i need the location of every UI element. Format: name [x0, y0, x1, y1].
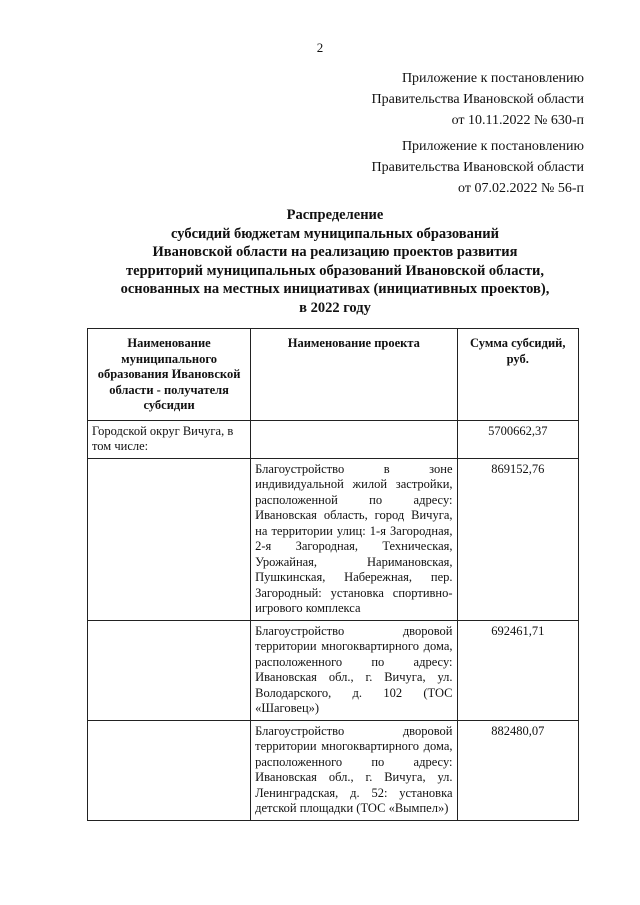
header-project: Наименование проекта: [251, 329, 457, 421]
appendix-date-line: от 07.02.2022 № 56-п: [458, 181, 584, 196]
title-line: основанных на местных инициативах (инициативных проектов),: [120, 281, 550, 297]
cell-project: Благоустройство дворовой территории многоквартирного дома, расположенного по адресу: Ивановская обл., г. Вичуга, ул. Володарского, д. 102 (ТОС «Шаговец»): [251, 620, 457, 720]
appendix-note-original: [372, 136, 584, 199]
cell-sum: 692461,71: [457, 620, 578, 720]
header-municipality: Наименование муниципального образования Ивановской области - получателя субсидии: [88, 329, 251, 421]
table-header-row: [88, 329, 579, 421]
table-row: [88, 620, 579, 720]
title-line: Ивановской области на реализацию проектов развития: [152, 244, 518, 260]
cell-municipality: [88, 720, 251, 820]
table-row: [88, 458, 579, 620]
title-line: субсидий бюджетам муниципальных образований: [171, 225, 499, 242]
appendix-line: Приложение к постановлению: [401, 139, 584, 154]
cell-sum: 5700662,37: [457, 420, 578, 458]
appendix-line: Приложение к постановлению: [401, 71, 584, 86]
appendix-note-current: [372, 68, 584, 131]
title-line: территорий муниципальных образований Ивановской области,: [126, 262, 544, 279]
table-row: [88, 720, 579, 820]
page-number: 2: [316, 40, 324, 55]
cell-sum: 882480,07: [457, 720, 578, 820]
title-line: в 2022 году: [299, 299, 371, 316]
cell-project: Благоустройство дворовой территории многоквартирного дома, расположенного по адресу: Ивановская обл., г. Вичуга, ул. Ленинградская, д. 52: установка детской площадки (ТОС «Вымпел»): [251, 720, 457, 820]
cell-municipality: Городской округ Вичуга, в том числе:: [88, 420, 251, 458]
title-line: Распределение: [286, 207, 384, 223]
cell-project: [251, 420, 457, 458]
appendix-line: Правительства Ивановской области: [371, 92, 584, 107]
cell-sum: 869152,76: [457, 458, 578, 620]
document-title: [60, 206, 610, 317]
cell-project: Благоустройство в зоне индивидуальной жилой застройки, расположенной по адресу: Ивановская область, город Вичуга, на территории улиц: 1-я Загородная, 2-я Загородная, Техническая, Урожайная, Наримановская, Пушкинская, Набережная, пер. Загородный: установка спортивно-игрового комплекса: [251, 458, 457, 620]
subsidies-table: [87, 328, 579, 821]
cell-municipality: [88, 458, 251, 620]
cell-municipality: [88, 620, 251, 720]
table-row: [88, 420, 579, 458]
appendix-date-line: от 10.11.2022 № 630-п: [451, 113, 584, 128]
appendix-line: Правительства Ивановской области: [371, 160, 584, 175]
header-sum: Сумма субсидий, руб.: [457, 329, 578, 421]
